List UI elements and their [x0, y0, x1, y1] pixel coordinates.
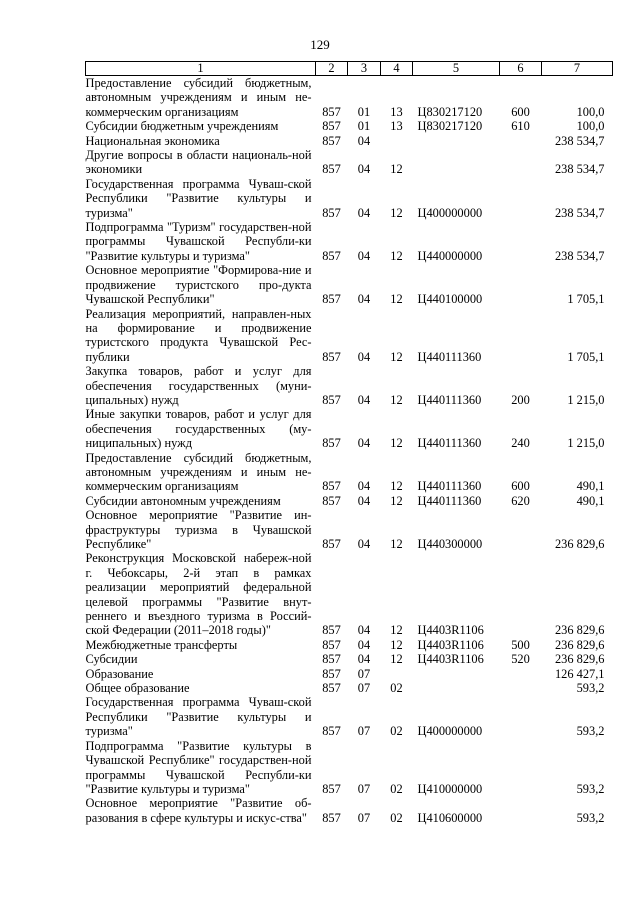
row-section: 04 [357, 479, 371, 494]
table-row [86, 796, 613, 825]
row-expense-type [500, 681, 542, 695]
row-section: 04 [357, 493, 371, 508]
row-subsection: 02 [390, 781, 403, 796]
row-target-code: Ц440300000 [417, 537, 483, 551]
row-name: Субсидии бюджетным учреждениям [85, 119, 279, 134]
table-row [86, 508, 613, 551]
row-subsection: 02 [390, 810, 403, 825]
table-row [86, 638, 613, 652]
table-row [86, 119, 613, 133]
row-target-code [413, 681, 500, 695]
row-target-code: Ц400000000 [417, 724, 483, 739]
row-name: Межбюджетные трансферты [85, 637, 238, 652]
row-subsection: 12 [390, 205, 403, 220]
row-expense-type [500, 667, 542, 681]
row-subsection: 12 [390, 248, 403, 263]
row-section: 04 [357, 292, 371, 307]
row-target-code: Ц440111360 [417, 392, 482, 407]
row-section: 01 [357, 119, 371, 134]
row-amount: 100,0 [576, 119, 605, 134]
row-section: 04 [357, 248, 371, 263]
row-subsection: 13 [390, 119, 403, 134]
row-subsection: 12 [390, 652, 403, 667]
row-grbs: 857 [322, 810, 341, 825]
row-grbs: 857 [322, 162, 341, 177]
row-subsection: 02 [390, 724, 403, 739]
table-row [86, 407, 613, 450]
row-section: 04 [357, 652, 371, 667]
page-number: 129 [310, 37, 330, 52]
table-row [86, 177, 613, 220]
row-expense-type: 500 [511, 637, 530, 652]
row-section: 07 [357, 810, 371, 825]
row-grbs: 857 [322, 724, 341, 739]
row-expense-type [500, 739, 542, 797]
row-section: 04 [357, 205, 371, 220]
row-expense-type: 600 [511, 104, 530, 119]
table-row [86, 681, 613, 695]
row-amount: 238 534,7 [554, 248, 605, 263]
row-grbs: 857 [322, 104, 341, 119]
row-target-code: Ц440111360 [417, 479, 482, 494]
row-amount: 236 829,6 [554, 637, 605, 652]
row-target-code [413, 148, 500, 177]
row-grbs: 857 [322, 493, 341, 508]
row-amount: 238 534,7 [554, 205, 605, 220]
row-amount: 236 829,6 [554, 623, 605, 638]
row-amount: 593,2 [576, 681, 605, 696]
header-col-2: 2 [316, 62, 348, 76]
row-amount: 236 829,6 [554, 537, 605, 551]
row-grbs: 857 [322, 479, 341, 494]
row-amount: 238 534,7 [554, 162, 605, 177]
row-name: Государственная программа Чуваш-ской Республики "Развитие культуры и туризма" [85, 176, 312, 220]
row-grbs: 857 [322, 652, 341, 667]
row-subsection: 12 [390, 292, 403, 307]
row-amount: 1 705,1 [567, 292, 605, 307]
row-grbs: 857 [322, 133, 341, 148]
row-target-code: Ц4403R1106 [417, 623, 484, 638]
row-grbs: 857 [322, 119, 341, 134]
row-section: 04 [357, 349, 371, 364]
row-name: Основное мероприятие "Формирова-ние и продвижение туристского про-дукта Чувашской Республики" [85, 263, 312, 307]
row-subsection: 02 [390, 681, 403, 696]
table-row [86, 739, 613, 797]
row-amount: 490,1 [576, 479, 605, 494]
row-expense-type: 240 [511, 436, 530, 451]
table-row [86, 263, 613, 306]
row-section: 01 [357, 104, 371, 119]
budget-table [85, 61, 613, 825]
row-amount: 593,2 [576, 724, 605, 739]
row-subsection: 13 [390, 104, 403, 119]
row-name: Иные закупки товаров, работ и услуг для обеспечения государственных (му-ниципальных) нужд [85, 407, 312, 451]
row-amount: 236 829,6 [554, 652, 605, 667]
row-amount: 1 705,1 [567, 349, 605, 364]
header-col-1: 1 [86, 62, 316, 76]
table-row [86, 652, 613, 666]
row-name: Основное мероприятие "Развитие об-разования в сфере культуры и искус-ства" [85, 796, 312, 825]
row-amount: 593,2 [576, 810, 605, 825]
row-name: Другие вопросы в области националь-ной экономики [85, 148, 312, 177]
row-amount: 593,2 [576, 781, 605, 796]
row-name: Субсидии автономным учреждениям [85, 493, 281, 508]
row-subsection: 12 [390, 623, 403, 638]
row-expense-type [500, 695, 542, 738]
row-subsection: 12 [390, 493, 403, 508]
row-name: Предоставление субсидий бюджетным, автономным учреждениям и иным не-коммерческим организациям [85, 76, 312, 119]
row-expense-type [500, 307, 542, 365]
table-row [86, 307, 613, 365]
row-grbs: 857 [322, 392, 341, 407]
row-subsection: 12 [390, 637, 403, 652]
row-name: Национальная экономика [85, 133, 220, 148]
row-name: Общее образование [85, 681, 190, 696]
row-grbs: 857 [322, 637, 341, 652]
row-expense-type [500, 220, 542, 263]
header-col-6: 6 [500, 62, 542, 76]
row-target-code: Ц400000000 [417, 205, 483, 220]
header-col-7: 7 [542, 62, 613, 76]
header-col-5: 5 [413, 62, 500, 76]
row-target-code: Ц830217120 [417, 119, 483, 134]
row-name: Реализация мероприятий, направлен-ных на формирование и продвижение туристского продукта Чувашской Рес-публики [85, 306, 312, 364]
row-section: 04 [357, 133, 371, 148]
row-section: 04 [357, 392, 371, 407]
table-row [86, 667, 613, 681]
row-grbs: 857 [322, 681, 341, 696]
row-target-code: Ц440111360 [417, 493, 482, 508]
row-name: Подпрограмма "Туризм" государствен-ной программы Чувашской Республи-ки "Развитие культуры и туризма" [85, 220, 312, 263]
row-subsection: 12 [390, 392, 403, 407]
row-subsection: 12 [390, 349, 403, 364]
row-target-code: Ц830217120 [417, 104, 483, 119]
row-grbs: 857 [322, 248, 341, 263]
row-target-code [413, 134, 500, 148]
row-subsection [381, 667, 413, 681]
row-grbs: 857 [322, 292, 341, 307]
row-expense-type [500, 796, 542, 825]
row-name: Предоставление субсидий бюджетным, автономным учреждениям и иным не-коммерческим организациям [85, 450, 312, 494]
row-grbs: 857 [322, 436, 341, 451]
row-section: 07 [357, 781, 371, 796]
row-grbs: 857 [322, 537, 341, 551]
header-col-3: 3 [348, 62, 381, 76]
row-amount: 1 215,0 [567, 392, 605, 407]
table-row [86, 551, 613, 637]
row-amount: 1 215,0 [567, 436, 605, 451]
row-expense-type: 520 [511, 652, 530, 667]
row-grbs: 857 [322, 666, 341, 681]
row-expense-type: 620 [511, 493, 530, 508]
row-expense-type [500, 177, 542, 220]
row-section: 04 [357, 623, 371, 638]
row-expense-type [500, 508, 542, 551]
row-grbs: 857 [322, 623, 341, 638]
row-expense-type: 610 [511, 119, 530, 134]
row-section: 04 [357, 162, 371, 177]
row-target-code: Ц440111360 [417, 436, 482, 451]
row-target-code: Ц440000000 [417, 248, 483, 263]
row-name: Основное мероприятие "Развитие ин-фраструктуры туризма в Чувашской Республике" [85, 508, 312, 551]
row-amount: 126 427,1 [554, 666, 605, 681]
row-name: Образование [85, 666, 154, 681]
row-grbs: 857 [322, 205, 341, 220]
row-section: 04 [357, 537, 371, 551]
row-target-code: Ц410600000 [417, 810, 483, 825]
row-expense-type [500, 263, 542, 306]
row-expense-type [500, 551, 542, 637]
row-section: 07 [357, 724, 371, 739]
row-target-code: Ц4403R1106 [417, 637, 484, 652]
row-name: Государственная программа Чуваш-ской Республики "Развитие культуры и туризма" [85, 695, 312, 739]
row-name: Реконструкция Московской набереж-ной г. Чебоксары, 2-й этап в рамках реализации мероприятий федеральной целевой программы "Развитие внут-реннего и въездного туризма в Россий-ской Федерации (2011–2018 годы)" [85, 551, 312, 638]
table-row [86, 220, 613, 263]
row-target-code: Ц440100000 [417, 292, 483, 307]
row-name: Подпрограмма "Развитие культуры в Чувашской Республике" государствен-ной программы Чувашской Республи-ки "Развитие культуры и туризма" [85, 738, 312, 796]
row-section: 04 [357, 637, 371, 652]
row-grbs: 857 [322, 781, 341, 796]
row-target-code: Ц4403R1106 [417, 652, 484, 667]
row-subsection: 12 [390, 162, 403, 177]
row-name: Закупка товаров, работ и услуг для обеспечения государственных (муни-ципальных) нужд [85, 364, 312, 407]
row-target-code: Ц440111360 [417, 349, 482, 364]
row-target-code [413, 667, 500, 681]
row-expense-type [500, 148, 542, 177]
row-expense-type: 600 [511, 479, 530, 494]
table-row [86, 134, 613, 148]
row-expense-type [500, 134, 542, 148]
row-name: Субсидии [85, 652, 138, 667]
row-section: 07 [357, 666, 371, 681]
row-section: 07 [357, 681, 371, 696]
row-amount: 100,0 [576, 104, 605, 119]
row-amount: 490,1 [576, 493, 605, 508]
row-subsection: 12 [390, 537, 403, 551]
row-expense-type: 200 [511, 392, 530, 407]
table-row [86, 695, 613, 738]
row-target-code: Ц410000000 [417, 781, 483, 796]
table-row [86, 494, 613, 508]
table-body [86, 76, 613, 826]
row-section: 04 [357, 436, 371, 451]
table-row [86, 76, 613, 120]
row-amount: 238 534,7 [554, 133, 605, 148]
table-row [86, 364, 613, 407]
header-col-4: 4 [381, 62, 413, 76]
row-grbs: 857 [322, 349, 341, 364]
row-subsection: 12 [390, 436, 403, 451]
header-row [86, 62, 613, 76]
row-subsection [381, 134, 413, 148]
row-subsection: 12 [390, 479, 403, 494]
table-header [86, 62, 613, 76]
table-row [86, 451, 613, 494]
table-row [86, 148, 613, 177]
